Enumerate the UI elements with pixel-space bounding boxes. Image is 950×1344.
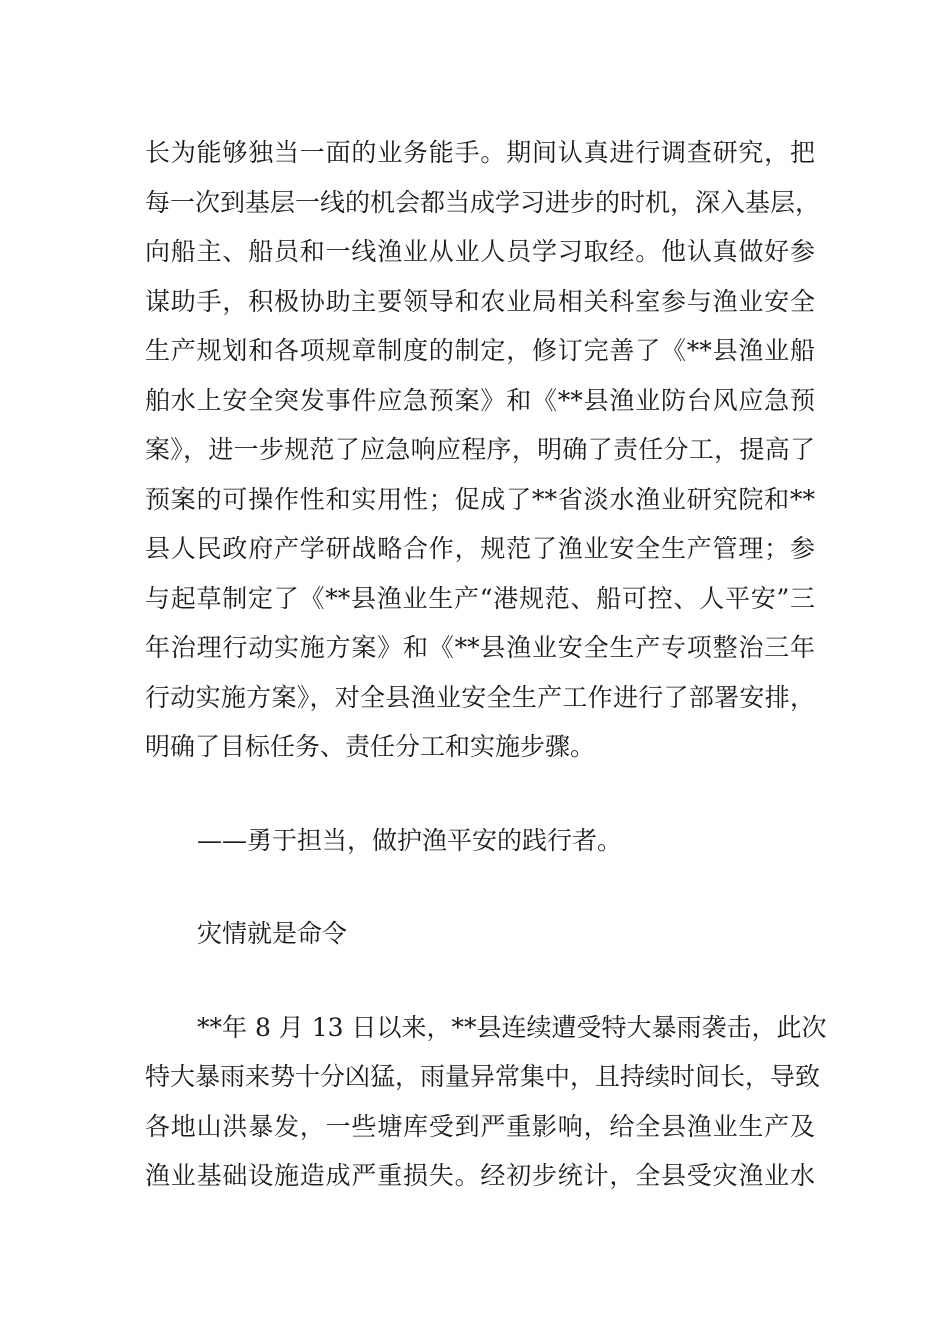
text-line: 预案的可操作性和实用性；促成了**省淡水渔业研究院和** <box>145 484 815 514</box>
text-line: 长为能够独当一面的业务能手。期间认真进行调查研究，把 <box>145 138 815 167</box>
document-body <box>145 128 827 1201</box>
text-line: 特大暴雨来势十分凶猛，雨量异常集中，且持续时间长，导致 <box>145 1062 821 1091</box>
paragraph-gap <box>145 772 815 816</box>
text-line: 县人民政府产学研战略合作，规范了渔业安全生产管理；参 <box>145 534 815 563</box>
paragraph-gap <box>145 959 815 1003</box>
subsection-heading: 灾情就是命令 <box>197 919 348 948</box>
text-line: 年治理行动实施方案》和《**县渔业安全生产专项整治三年 <box>145 633 815 662</box>
text-line: **年 8 月 13 日以来，**县连续遭受特大暴雨袭击，此次 <box>197 1012 827 1042</box>
section-heading: ——勇于担当，做护渔平安的践行者。 <box>197 825 623 855</box>
paragraph-2 <box>145 1003 827 1201</box>
text-line: 向船主、船员和一线渔业从业人员学习取经。他认真做好参 <box>145 237 815 266</box>
text-line: 明确了目标任务、责任分工和实施步骤。 <box>145 732 596 761</box>
text-line: 舶水上安全突发事件应急预案》和《**县渔业防台风应急预 <box>145 385 815 415</box>
paragraph-1 <box>145 128 821 772</box>
text-line: 各地山洪暴发，一些塘库受到严重影响，给全县渔业生产及 <box>145 1111 815 1141</box>
text-line: 谋助手，积极协助主要领导和农业局相关科室参与渔业安全 <box>145 286 815 316</box>
text-line: 每一次到基层一线的机会都当成学习进步的时机，深入基层， <box>145 187 821 217</box>
text-line: 案》，进一步规范了应急响应程序，明确了责任分工，提高了 <box>145 435 815 464</box>
text-line: 行动实施方案》，对全县渔业安全生产工作进行了部署安排， <box>145 682 815 712</box>
text-line: 生产规划和各项规章制度的制定，修订完善了《**县渔业船 <box>145 336 815 365</box>
text-line: 与起草制定了《**县渔业生产“港规范、船可控、人平安”三 <box>145 583 815 613</box>
paragraph-gap <box>145 865 815 909</box>
text-line: 渔业基础设施造成严重损失。经初步统计，全县受灾渔业水 <box>145 1161 815 1190</box>
